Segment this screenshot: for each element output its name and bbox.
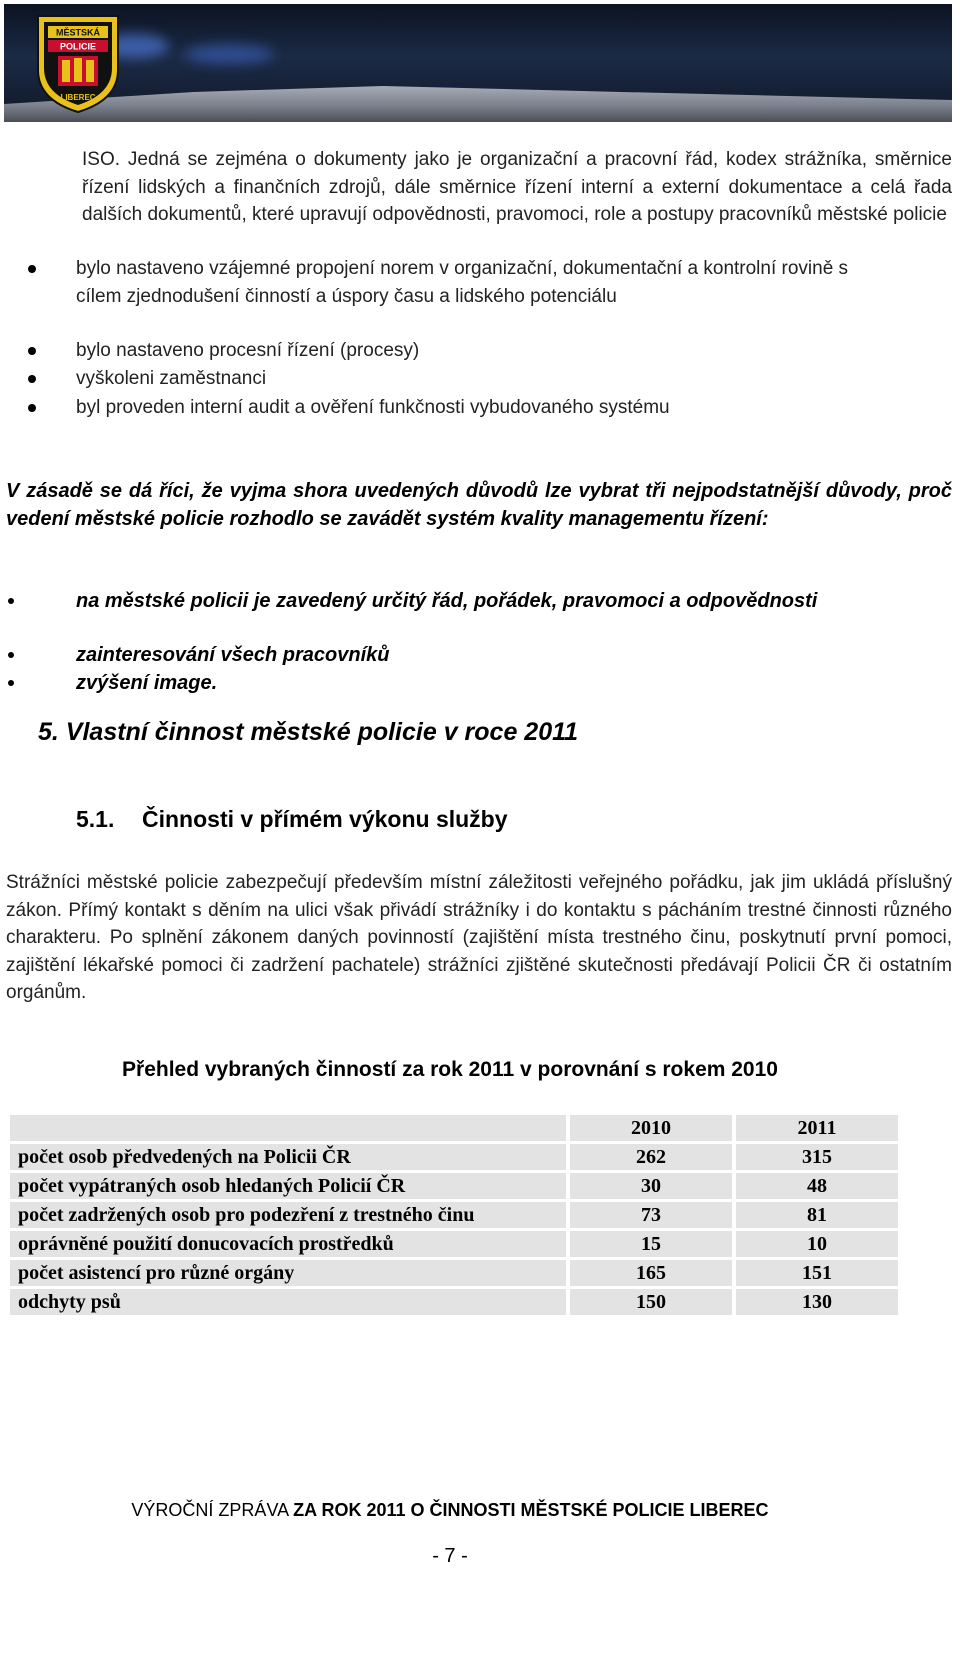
section-5-heading: 5. Vlastní činnost městské policie v roce 2011 <box>38 718 579 746</box>
page-footer <box>0 1500 900 1521</box>
table-header-row <box>10 1115 898 1141</box>
row-label: počet vypátraných osob hledaných Policií ČR <box>10 1173 566 1199</box>
table-row <box>10 1260 898 1286</box>
police-light-glow <box>184 44 274 64</box>
list-item-text: zainteresování všech pracovníků <box>76 644 390 666</box>
bullet-icon <box>8 598 14 604</box>
value-2010: 165 <box>570 1260 732 1286</box>
value-2010: 73 <box>570 1202 732 1228</box>
value-2011: 81 <box>736 1202 898 1228</box>
bullet-icon <box>28 404 36 412</box>
value-2011: 48 <box>736 1173 898 1199</box>
section-5-1-heading <box>76 806 508 833</box>
value-2011: 130 <box>736 1289 898 1315</box>
value-2010: 15 <box>570 1231 732 1257</box>
value-2011: 315 <box>736 1144 898 1170</box>
logo-text-top: MĚSTSKÁ <box>55 27 101 38</box>
section-number: 5.1. <box>76 806 115 832</box>
value-2010: 150 <box>570 1289 732 1315</box>
bullet-icon <box>28 347 36 355</box>
footer-report-label: VÝROČNÍ ZPRÁVA <box>131 1500 289 1520</box>
page-number: - 7 - <box>432 1545 468 1567</box>
list-item-text: zvýšení image. <box>76 672 218 694</box>
bullet-icon <box>28 375 36 383</box>
reasons-intro: V zásadě se dá říci, že vyjma shora uvedených důvodů lze vybrat tři nejpodstatnější důvody, proč vedení městské policie rozhodlo se zavádět systém kvality managementu řízení: <box>6 480 952 530</box>
list-item-text: na městské policii je zavedený určitý řád, pořádek, pravomoci a odpovědnosti <box>76 590 818 612</box>
list-item-text: byl proveden interní audit a ověření funkčnosti vybudovaného systému <box>76 397 670 418</box>
footer-report-title: ZA ROK 2011 O ČINNOSTI MĚSTSKÉ POLICIE LIBEREC <box>293 1500 769 1520</box>
row-label: odchyty psů <box>10 1289 566 1315</box>
row-label: počet asistencí pro různé orgány <box>10 1260 566 1286</box>
row-label: počet zadržených osob pro podezření z trestného činu <box>10 1202 566 1228</box>
table-row <box>10 1173 898 1199</box>
logo-text-mid: POLICIE <box>59 41 97 52</box>
police-car-silhouette <box>4 82 952 122</box>
activities-table <box>6 1112 902 1318</box>
value-2010: 262 <box>570 1144 732 1170</box>
row-label: počet osob předvedených na Policii ČR <box>10 1144 566 1170</box>
bullet-icon <box>8 680 14 686</box>
list-item-text: bylo nastaveno vzájemné propojení norem v organizační, dokumentační a kontrolní rovině s cílem zjednodušení činností a úspory času a lidského potenciálu <box>76 258 849 307</box>
city-police-liberec-logo-icon <box>34 12 122 116</box>
logo-text-bottom: LIBEREC <box>60 93 96 102</box>
value-2010: 30 <box>570 1173 732 1199</box>
section-title: Činnosti v přímém výkonu služby <box>142 806 508 832</box>
header-cell <box>10 1115 566 1141</box>
intro-paragraph: ISO. Jedná se zejména o dokumenty jako je organizační a pracovní řád, kodex strážníka, směrnice řízení lidských a finančních zdrojů, dále směrnice řízení interní a externí dokumentace a celá řada dalších dokumentů, které upravují odpovědnosti, pravomoci, role a postupy pracovníků městské policie <box>82 149 952 225</box>
header-banner <box>4 4 952 122</box>
table-title: Přehled vybraných činností za rok 2011 v porovnání s rokem 2010 <box>122 1058 778 1081</box>
value-2011: 151 <box>736 1260 898 1286</box>
row-label: oprávněné použití donucovacích prostředků <box>10 1231 566 1257</box>
table-row <box>10 1289 898 1315</box>
header-cell-2010: 2010 <box>570 1115 732 1141</box>
section-5-1-paragraph: Strážníci městské policie zabezpečují především místní záležitosti veřejného pořádku, jak jim ukládá příslušný zákon. Přímý kontakt s děním na ulici však přivádí strážníky i do kontaktu s pácháním trestné činnosti různého charakteru. Po splnění zákonem daných povinností (zajištění místa trestného činu, poskytnutí první pomoci, zajištění lékařské pomoci či zadržení pachatele) strážníci zjištěné skutečnosti předávají Policii ČR či ostatním orgánům. <box>6 872 952 1003</box>
list-item-text: vyškoleni zaměstnanci <box>76 368 267 389</box>
bullet-icon <box>8 652 14 658</box>
value-2011: 10 <box>736 1231 898 1257</box>
table-row <box>10 1144 898 1170</box>
header-cell-2011: 2011 <box>736 1115 898 1141</box>
list-item-text: bylo nastaveno procesní řízení (procesy) <box>76 340 420 361</box>
table-row <box>10 1202 898 1228</box>
table-row <box>10 1231 898 1257</box>
bullet-icon <box>28 265 36 273</box>
